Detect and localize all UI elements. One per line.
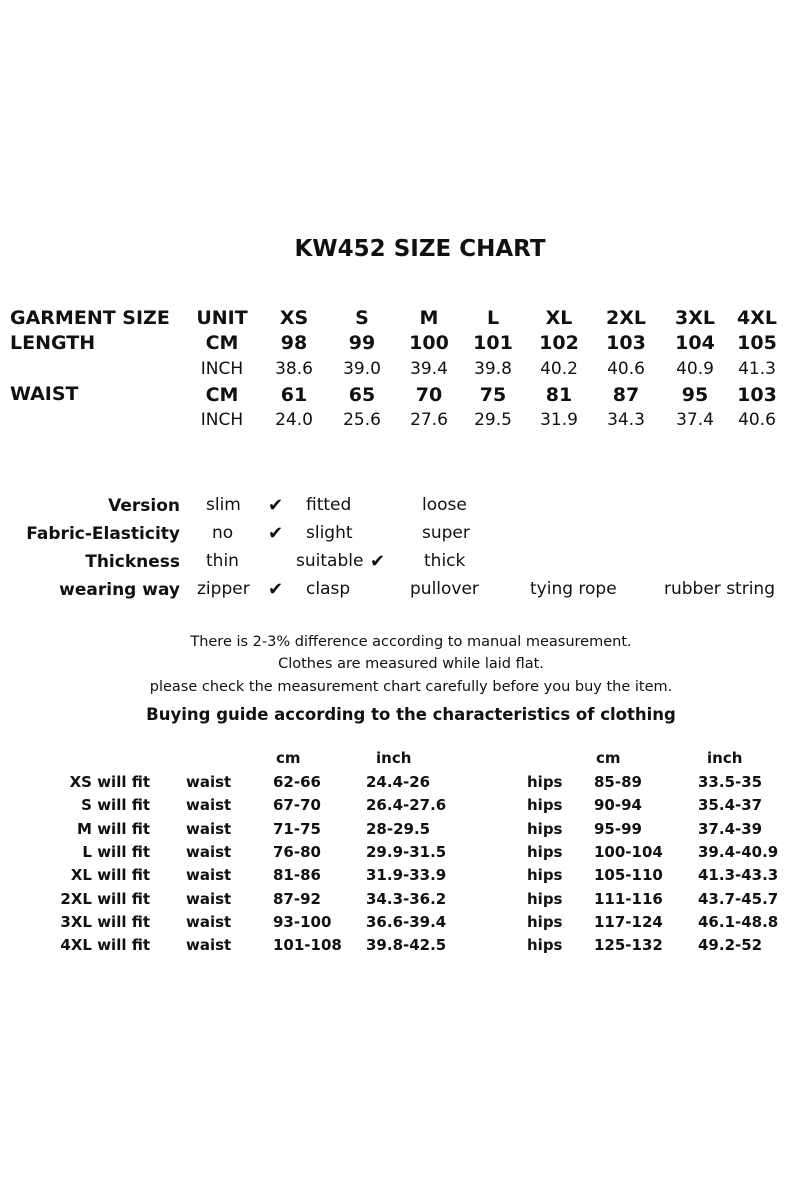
size-value-cm: 101 [473, 332, 513, 354]
size-value-cm: 87 [612, 384, 640, 406]
guide-waist-cm: 81-86 [273, 866, 321, 885]
size-value-cm: 95 [681, 384, 709, 406]
guide-hips-inch: 43.7-45.7 [698, 889, 779, 908]
guide-size-label: 2XL will fit [60, 889, 150, 908]
guide-size-label: XS will fit [69, 773, 150, 791]
guide-waist-cm: 71-75 [273, 819, 321, 838]
size-value-inch: 37.4 [676, 410, 714, 430]
check-icon: ✔ [370, 551, 386, 572]
characteristic-option: thin [206, 551, 239, 571]
size-value-cm: 103 [606, 332, 646, 354]
size-value-inch: 27.6 [410, 410, 448, 430]
guide-size-label: S will fit [81, 796, 150, 815]
guide-hips-inch: 37.4-39 [698, 819, 763, 838]
characteristic-label: Fabric-Elasticity [26, 524, 180, 544]
guide-hips-cm: 125-132 [594, 936, 663, 955]
characteristic-option: slight [306, 523, 353, 543]
guide-waist-label: waist [186, 819, 232, 838]
characteristic-label: Thickness [85, 552, 180, 572]
size-header: L [486, 307, 500, 329]
note-laid-flat: Clothes are measured while laid flat. [278, 656, 544, 672]
characteristic-option: no [212, 523, 234, 543]
guide-size-label: 4XL will fit [60, 936, 150, 955]
guide-size-label: L will fit [82, 842, 150, 861]
guide-hips-cm: 100-104 [594, 842, 663, 861]
size-value-inch: 40.9 [676, 359, 714, 379]
size-value-cm: 98 [280, 332, 308, 354]
note-difference: There is 2-3% difference according to manual measurement. [190, 634, 632, 650]
size-value-inch: 41.3 [738, 359, 776, 379]
size-value-cm: 61 [280, 384, 308, 406]
guide-hips-inch: 35.4-37 [698, 796, 763, 815]
characteristic-option: slim [206, 495, 241, 515]
guide-hips-inch: 41.3-43.3 [698, 866, 779, 885]
characteristic-option: zipper [197, 579, 250, 599]
characteristic-option: thick [424, 551, 466, 571]
size-value-cm: 104 [675, 332, 715, 354]
guide-waist-cm: 67-70 [273, 796, 321, 815]
waist-label: WAIST [10, 383, 79, 405]
guide-waist-cm: 62-66 [273, 773, 321, 791]
guide-hips-cm: 95-99 [594, 819, 642, 838]
characteristic-option: pullover [410, 579, 479, 599]
waist-inch-header: inch [376, 749, 412, 767]
guide-hips-cm: 85-89 [594, 773, 642, 791]
buying-guide-title: Buying guide according to the characteristics of clothing [146, 705, 676, 724]
guide-waist-label: waist [186, 912, 232, 931]
size-value-inch: 39.4 [410, 359, 448, 379]
size-value-cm: 102 [539, 332, 579, 354]
characteristic-label: wearing way [59, 580, 180, 600]
size-value-inch: 34.3 [607, 410, 645, 430]
size-value-inch: 39.8 [474, 359, 512, 379]
hips-inch-header: inch [707, 749, 743, 767]
guide-hips-cm: 117-124 [594, 912, 663, 931]
check-icon: ✔ [268, 495, 284, 516]
characteristic-option: super [422, 523, 470, 543]
guide-waist-cm: 87-92 [273, 889, 321, 908]
size-value-cm: 81 [545, 384, 573, 406]
guide-waist-cm: 76-80 [273, 842, 321, 861]
characteristic-option: clasp [306, 579, 351, 599]
waist-unit-cm: CM [205, 384, 239, 406]
guide-size-label: 3XL will fit [60, 912, 150, 931]
size-value-inch: 40.2 [540, 359, 578, 379]
guide-waist-label: waist [186, 773, 232, 791]
characteristic-label: Version [108, 496, 180, 516]
guide-hips-label: hips [527, 912, 563, 931]
size-header: XL [545, 307, 573, 329]
guide-size-label: XL will fit [70, 866, 150, 885]
size-header: 2XL [606, 307, 646, 329]
guide-hips-label: hips [527, 819, 563, 838]
guide-waist-inch: 39.8-42.5 [366, 936, 447, 955]
length-label: LENGTH [10, 332, 96, 354]
guide-hips-cm: 111-116 [594, 889, 663, 908]
size-value-inch: 31.9 [540, 410, 578, 430]
guide-waist-cm: 101-108 [273, 936, 342, 955]
characteristic-option: tying rope [530, 579, 617, 599]
guide-waist-label: waist [186, 936, 232, 955]
size-header: 4XL [737, 307, 777, 329]
guide-hips-cm: 105-110 [594, 866, 663, 885]
guide-hips-label: hips [527, 936, 563, 955]
length-unit-cm: CM [205, 332, 239, 354]
size-header: S [355, 307, 369, 329]
guide-waist-inch: 26.4-27.6 [366, 796, 447, 815]
size-header: XS [279, 307, 309, 329]
size-value-inch: 40.6 [738, 410, 776, 430]
unit-header: UNIT [196, 307, 248, 329]
size-value-inch: 40.6 [607, 359, 645, 379]
size-value-cm: 100 [409, 332, 449, 354]
guide-waist-label: waist [186, 796, 232, 815]
guide-hips-label: hips [527, 842, 563, 861]
guide-waist-inch: 34.3-36.2 [366, 889, 447, 908]
size-value-inch: 25.6 [343, 410, 381, 430]
characteristic-option: loose [422, 495, 467, 515]
guide-hips-label: hips [527, 866, 563, 885]
guide-waist-label: waist [186, 866, 232, 885]
size-value-inch: 38.6 [275, 359, 313, 379]
characteristic-option: fitted [306, 495, 352, 515]
waist-cm-header: cm [276, 749, 301, 767]
garment-size-label: GARMENT SIZE [10, 307, 170, 329]
size-header: M [419, 307, 439, 329]
guide-size-label: M will fit [77, 819, 150, 838]
page-title: KW452 SIZE CHART [294, 236, 546, 262]
size-value-cm: 70 [415, 384, 443, 406]
guide-hips-inch: 33.5-35 [698, 773, 763, 791]
size-value-cm: 103 [737, 384, 777, 406]
length-unit-inch: INCH [200, 359, 244, 379]
size-value-cm: 65 [348, 384, 376, 406]
size-value-inch: 24.0 [275, 410, 313, 430]
guide-hips-cm: 90-94 [594, 796, 642, 815]
size-value-cm: 99 [348, 332, 376, 354]
guide-hips-label: hips [527, 889, 563, 908]
guide-waist-label: waist [186, 889, 232, 908]
guide-waist-inch: 31.9-33.9 [366, 866, 447, 885]
hips-cm-header: cm [596, 749, 621, 767]
guide-waist-inch: 36.6-39.4 [366, 912, 447, 931]
note-check-chart: please check the measurement chart carefully before you buy the item. [149, 679, 673, 695]
waist-unit-inch: INCH [200, 410, 244, 430]
size-value-cm: 75 [479, 384, 507, 406]
guide-hips-label: hips [527, 796, 563, 815]
guide-waist-inch: 29.9-31.5 [366, 842, 447, 861]
guide-hips-inch: 49.2-52 [698, 936, 763, 955]
guide-hips-inch: 39.4-40.9 [698, 842, 779, 861]
guide-waist-inch: 24.4-26 [366, 773, 431, 791]
size-value-inch: 29.5 [474, 410, 512, 430]
characteristic-option: rubber string [664, 579, 775, 599]
guide-hips-label: hips [527, 773, 563, 791]
size-header: 3XL [675, 307, 715, 329]
size-value-cm: 105 [737, 332, 777, 354]
guide-waist-inch: 28-29.5 [366, 819, 431, 838]
check-icon: ✔ [268, 579, 284, 600]
guide-hips-inch: 46.1-48.8 [698, 912, 779, 931]
guide-waist-cm: 93-100 [273, 912, 332, 931]
guide-waist-label: waist [186, 842, 232, 861]
check-icon: ✔ [268, 523, 284, 544]
characteristic-option: suitable [296, 551, 364, 571]
size-value-inch: 39.0 [343, 359, 381, 379]
